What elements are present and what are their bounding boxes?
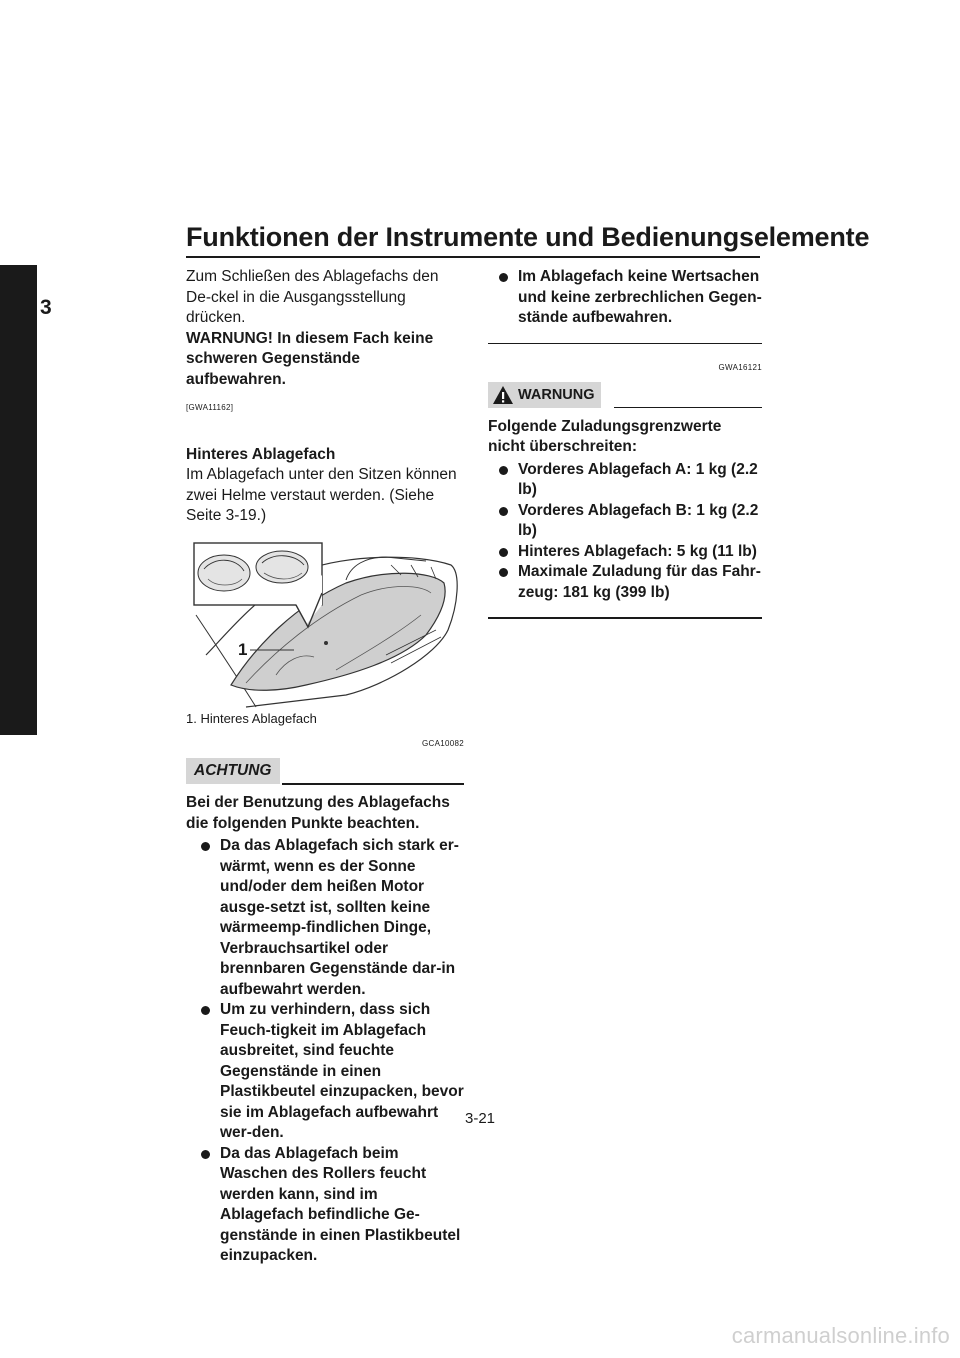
section-text: Im Ablagefach unter den Sitzen können zwei Helme verstaut werden. (Siehe Seite 3-19.)	[186, 466, 457, 524]
chapter-tab	[0, 265, 37, 735]
caution-intro: Bei der Benutzung des Ablagefachs die folgenden Punkte beachten.	[186, 794, 450, 832]
right-column	[488, 267, 762, 619]
warning-end-rule	[488, 617, 762, 619]
title-rule	[186, 256, 760, 258]
storage-compartment-figure	[186, 535, 464, 710]
figure-caption: 1. Hinteres Ablagefach	[186, 710, 317, 726]
warning-header	[488, 382, 762, 408]
list-item: Vorderes Ablagefach B: 1 kg (2.2 lb)	[488, 501, 762, 542]
bullet-icon	[499, 466, 508, 475]
caution-label: ACHTUNG	[186, 758, 280, 784]
bullet-icon	[499, 568, 508, 577]
warning-list	[488, 460, 762, 604]
caution-rule	[282, 783, 464, 785]
list-item: Maximale Zuladung für das Fahr-zeug: 181 kg (399 lb)	[488, 562, 762, 603]
page-number: 3-21	[464, 1110, 496, 1127]
list-item: Vorderes Ablagefach A: 1 kg (2.2 lb)	[488, 460, 762, 501]
intro-code: [GWA11162]	[186, 403, 234, 412]
bullet-icon	[201, 1006, 210, 1015]
figure-callout-number: 1	[238, 639, 248, 659]
bullet-icon	[201, 1150, 210, 1159]
bullet-icon	[499, 548, 508, 557]
intro-warning: WARNUNG! In diesem Fach keine schweren Gegenstände aufbewahren.	[186, 329, 434, 388]
warning-label-box	[488, 382, 601, 408]
caution-code: GCA10082	[422, 738, 464, 748]
warning-rule	[614, 407, 762, 409]
list-item: Da das Ablagefach beim Waschen des Rollers feucht werden kann, sind im Ablagefach befindliche Ge-genstände in einen Plastikbeutel einzupacken.	[186, 1144, 464, 1267]
caution-list	[186, 836, 464, 1267]
list-item: Im Ablagefach keine Wertsachen und keine zerbrechlichen Gegen-stände aufbewahren.	[488, 267, 762, 329]
warning-label: WARNUNG	[518, 386, 595, 403]
bullet-icon	[499, 273, 508, 282]
page-title: Funktionen der Instrumente und Bedienungselemente	[186, 222, 870, 252]
warning-triangle-icon	[492, 385, 514, 405]
section-title: Hinteres Ablagefach	[186, 445, 336, 463]
caution-end-rule	[488, 343, 762, 345]
watermark: carmanualsonline.info	[731, 1323, 950, 1348]
warning-code: GWA16121	[718, 363, 762, 372]
warning-intro: Folgende Zuladungsgrenzwerte nicht überschreiten:	[488, 417, 722, 455]
list-item: Um zu verhindern, dass sich Feuch-tigkeit im Ablagefach ausbreitet, sind feuchte Gegenstände in einen Plastikbeutel einzupacken, bevor sie im Ablagefach aufbewahrt wer-den.	[186, 1000, 464, 1144]
bullet-icon	[201, 842, 210, 851]
list-item: Da das Ablagefach sich stark er-wärmt, wenn es der Sonne und/oder dem heißen Motor ausge-setzt ist, sollten keine wärmeemp-findlichen Dinge, Verbrauchsartikel oder brennbaren Gegenstände dar-in aufbewahrt werden.	[186, 836, 464, 1000]
intro-text: Zum Schließen des Ablagefachs den De-ckel in die Ausgangsstellung drücken.	[186, 268, 439, 326]
scooter-storage-illustration	[186, 535, 464, 710]
caution-header	[186, 758, 464, 784]
bullet-icon	[499, 507, 508, 516]
list-item: Hinteres Ablagefach: 5 kg (11 lb)	[488, 542, 762, 563]
caution-list-continued	[488, 267, 762, 329]
chapter-number: 3	[40, 296, 52, 319]
